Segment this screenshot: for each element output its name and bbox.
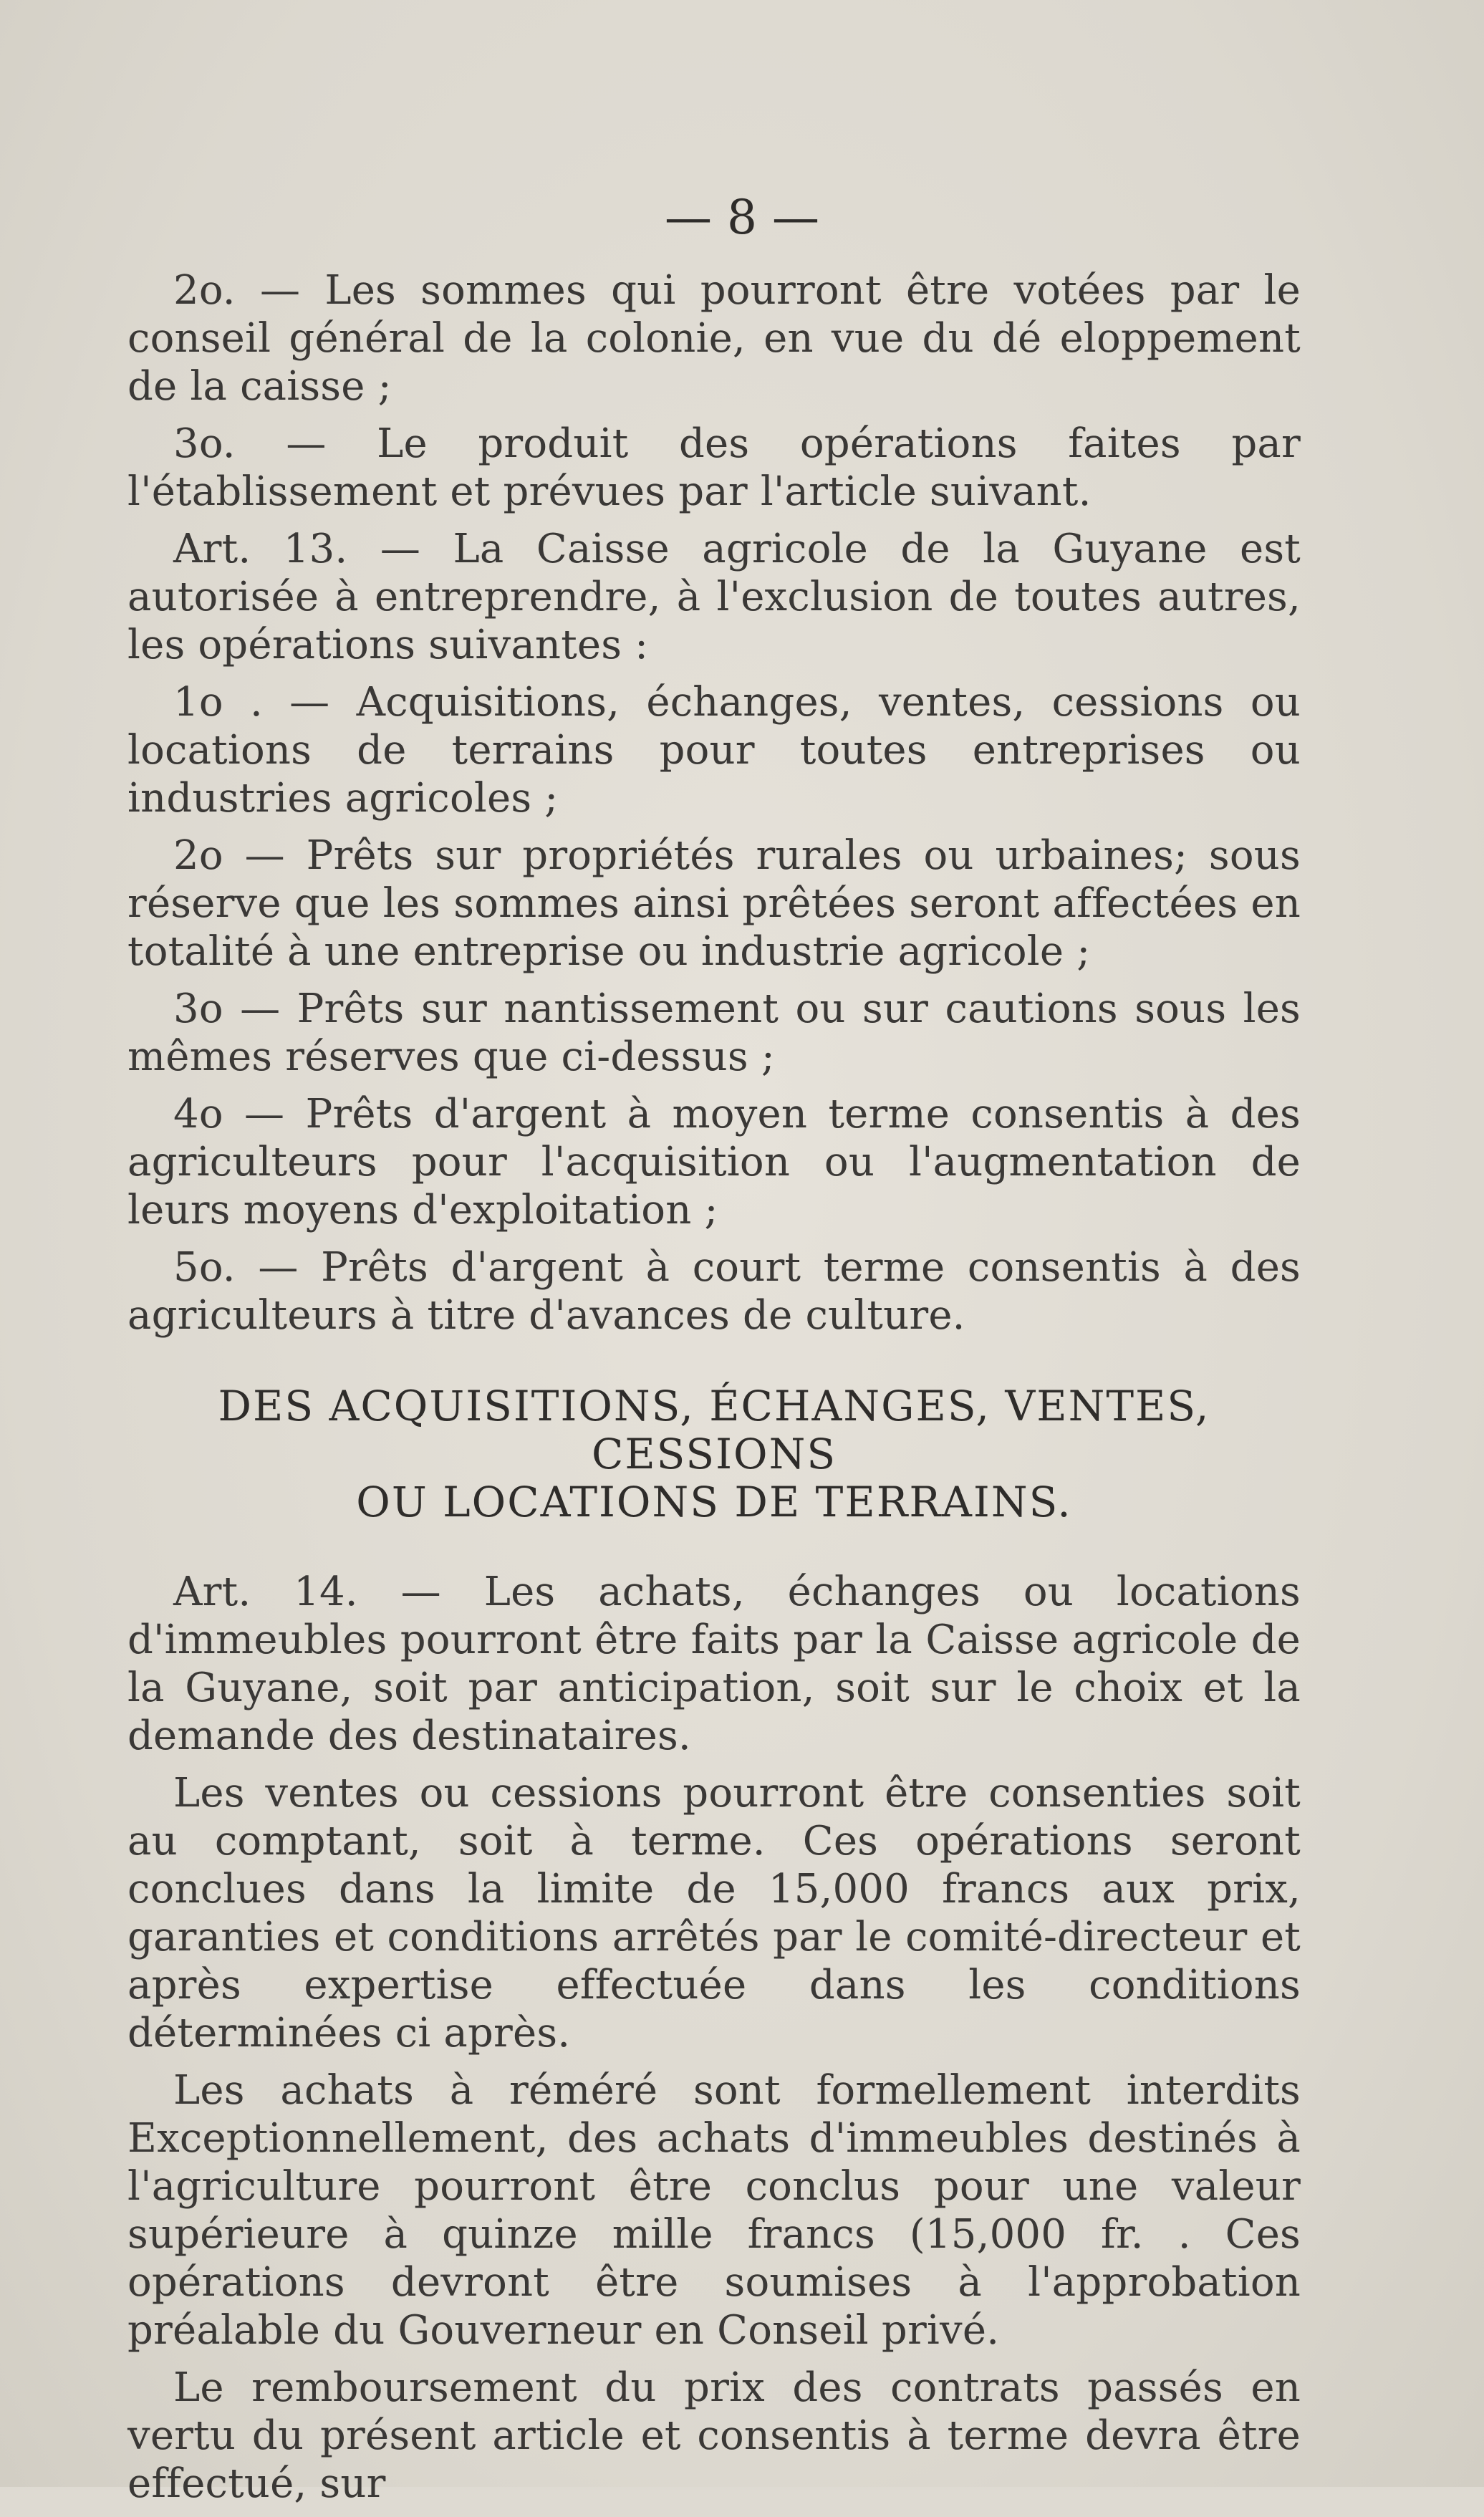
body-text xyxy=(127,266,1301,2517)
page-number: — 8 — xyxy=(665,190,819,245)
paragraph: Les ventes ou cessions pourront être consenties soit au comptant, soit à terme. Ces opérations seront conclues dans la limite de 15,000 francs aux prix, garanties et conditions arrêtés par le comité-directeur et après expertise effectuée dans les conditions déterminées ci après. xyxy=(127,1770,1301,2056)
paragraph: Le remboursement du prix des contrats passés en vertu du présent article et consentis à terme devra être effectué, sur xyxy=(127,2364,1301,2507)
paragraph: Art. 14. — Les achats, échanges ou locations d'immeubles pourront être faits par la Caisse agricole de la Guyane, soit par anticipation, soit sur le choix et la demande des destinataires. xyxy=(127,1569,1301,1759)
paragraph: 3o — Prêts sur nantissement ou sur cautions sous les mêmes réserves que ci-dessus ; xyxy=(127,986,1301,1080)
paragraph: 1o . — Acquisitions, échanges, ventes, cessions ou locations de terrains pour toutes entreprises ou industries agricoles ; xyxy=(127,679,1301,822)
paragraph: 4o — Prêts d'argent à moyen terme consentis à des agriculteurs pour l'acquisition ou l'augmentation de leurs moyens d'exploitation ; xyxy=(127,1091,1301,1233)
section-heading xyxy=(127,1382,1301,1526)
paragraph: Art. 13. — La Caisse agricole de la Guyane est autorisée à entreprendre, à l'exclusion de toutes autres, les opérations suivantes : xyxy=(127,526,1301,668)
paragraph: 2o — Prêts sur propriétés rurales ou urbaines; sous réserve que les sommes ainsi prêtées seront affectées en totalité à une entreprise ou industrie agricole ; xyxy=(127,832,1301,975)
paragraph: 2o. — Les sommes qui pourront être votées par le conseil général de la colonie, en vue du dé eloppement de la caisse ; xyxy=(127,267,1301,410)
section-heading-line: OU LOCATIONS DE TERRAINS. xyxy=(356,1478,1072,1526)
paragraph: 3o. — Le produit des opérations faites par l'établissement et prévues par l'article suivant. xyxy=(127,420,1301,515)
section-heading-line: DES ACQUISITIONS, ÉCHANGES, VENTES, CESSIONS xyxy=(218,1382,1210,1478)
paragraph: 5o. — Prêts d'argent à court terme consentis à des agriculteurs à titre d'avances de culture. xyxy=(127,1244,1301,1339)
paragraph: Les achats à réméré sont formellement interdits Exceptionnellement, des achats d'immeubles destinés à l'agriculture pourront être conclus pour une valeur supérieure à quinze mille francs (15,000 fr. . Ces opérations devront être soumises à l'approbation préalable du Gouverneur en Conseil privé. xyxy=(127,2067,1301,2354)
